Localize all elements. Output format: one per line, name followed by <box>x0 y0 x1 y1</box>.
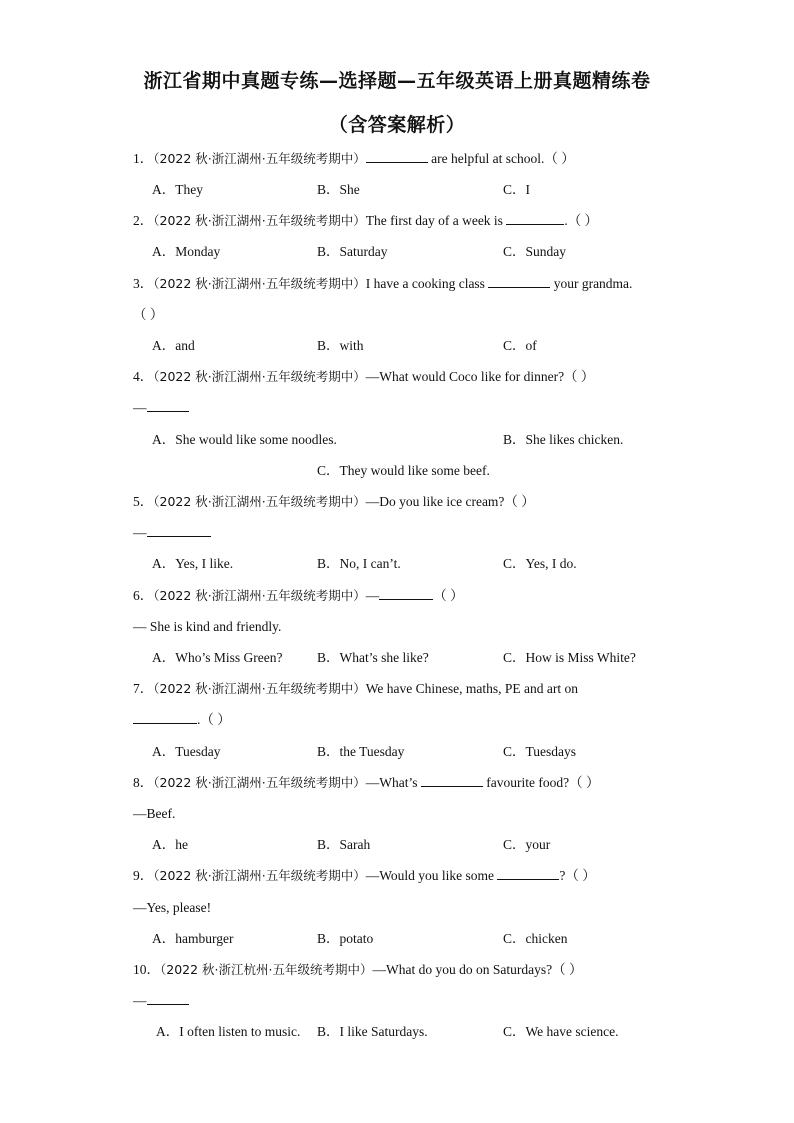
question-text: are helpful at school.（ ） <box>427 151 575 166</box>
question-text: ?（ ） <box>559 868 596 883</box>
question-source: （2022 秋·浙江湖州·五年级统考期中） <box>153 213 366 228</box>
option-b[interactable]: B．potato <box>317 931 374 946</box>
dash: — <box>133 400 147 415</box>
option-c[interactable]: C．Tuesdays <box>503 744 577 759</box>
question-text: （ ） <box>433 588 464 603</box>
question-1 <box>133 150 575 168</box>
question-text: favourite food?（ ） <box>482 775 600 790</box>
question-text: The first day of a week is <box>365 213 507 228</box>
answer-blank[interactable] <box>147 992 189 1005</box>
answer-blank[interactable] <box>497 867 559 880</box>
question-source: （2022 秋·浙江湖州·五年级统考期中） <box>153 868 366 883</box>
answer-line <box>133 399 189 417</box>
question-10 <box>133 961 582 979</box>
question-source: （2022 秋·浙江湖州·五年级统考期中） <box>153 369 366 384</box>
question-6-reply: — She is kind and friendly. <box>133 619 282 634</box>
question-4 <box>133 368 594 386</box>
question-text: — <box>365 588 380 603</box>
option-c[interactable]: C．I <box>503 182 530 197</box>
question-text: .（ ） <box>197 712 231 727</box>
answer-line <box>133 711 231 729</box>
option-a[interactable]: A．She would like some noodles. <box>152 432 337 447</box>
answer-blank[interactable] <box>133 711 197 724</box>
option-c[interactable]: C．your <box>503 837 551 852</box>
answer-line <box>133 524 211 542</box>
question-8 <box>133 774 599 792</box>
question-text: —What do you do on Saturdays?（ ） <box>372 962 583 977</box>
option-b[interactable]: B．I like Saturdays. <box>317 1024 428 1039</box>
option-a[interactable]: A．They <box>152 182 203 197</box>
answer-blank[interactable] <box>366 150 428 163</box>
question-number: 2． <box>133 213 154 228</box>
option-b[interactable]: B．Saturday <box>317 244 388 259</box>
question-text: —Do you like ice cream?（ ） <box>365 494 535 509</box>
question-6 <box>133 587 464 605</box>
question-number: 6． <box>133 588 154 603</box>
question-source: （2022 秋·浙江杭州·五年级统考期中） <box>160 962 373 977</box>
question-9 <box>133 867 596 885</box>
answer-blank[interactable] <box>488 275 550 288</box>
answer-blank[interactable] <box>147 524 211 537</box>
option-b[interactable]: B．Sarah <box>317 837 371 852</box>
question-text: —What would Coco like for dinner?（ ） <box>365 369 595 384</box>
question-text: your grandma. <box>550 276 633 291</box>
option-b[interactable]: B．She <box>317 182 360 197</box>
page-title: 浙江省期中真题专练—选择题—五年级英语上册真题精练卷 <box>143 70 651 92</box>
question-source: （2022 秋·浙江湖州·五年级统考期中） <box>153 681 366 696</box>
answer-blank[interactable] <box>147 399 189 412</box>
option-c[interactable]: C．We have science. <box>503 1024 619 1039</box>
option-c[interactable]: C．How is Miss White? <box>503 650 636 665</box>
question-3-continued: （ ） <box>133 307 164 322</box>
question-source: （2022 秋·浙江湖州·五年级统考期中） <box>153 276 366 291</box>
question-text: I have a cooking class <box>365 276 489 291</box>
question-number: 10． <box>133 962 160 977</box>
question-8-reply: —Beef. <box>133 806 176 821</box>
question-number: 8． <box>133 775 154 790</box>
question-source: （2022 秋·浙江湖州·五年级统考期中） <box>153 588 366 603</box>
option-a[interactable]: A．I often listen to music. <box>156 1024 301 1039</box>
option-a[interactable]: A．hamburger <box>152 931 234 946</box>
question-source: （2022 秋·浙江湖州·五年级统考期中） <box>153 775 366 790</box>
question-number: 3． <box>133 276 154 291</box>
question-number: 7． <box>133 681 154 696</box>
question-source: （2022 秋·浙江湖州·五年级统考期中） <box>153 494 366 509</box>
question-text: —What’s <box>365 775 421 790</box>
question-text: We have Chinese, maths, PE and art on <box>365 681 578 696</box>
option-b[interactable]: B．the Tuesday <box>317 744 405 759</box>
page-subtitle: （含答案解析） <box>328 114 466 136</box>
question-9-reply: —Yes, please! <box>133 900 212 915</box>
answer-line <box>133 992 189 1010</box>
option-b[interactable]: B．No, I can’t. <box>317 556 401 571</box>
option-c[interactable]: C．Sunday <box>503 244 567 259</box>
option-b[interactable]: B．What’s she like? <box>317 650 429 665</box>
question-number: 4． <box>133 369 154 384</box>
option-c[interactable]: C．chicken <box>503 931 568 946</box>
option-a[interactable]: A．Monday <box>152 244 221 259</box>
option-b[interactable]: B．She likes chicken. <box>503 432 624 447</box>
option-b[interactable]: B．with <box>317 338 364 353</box>
option-a[interactable]: A．Yes, I like. <box>152 556 234 571</box>
dash: — <box>133 993 147 1008</box>
option-a[interactable]: A．Who’s Miss Green? <box>152 650 283 665</box>
option-a[interactable]: A．and <box>152 338 195 353</box>
question-2 <box>133 212 598 230</box>
dash: — <box>133 525 147 540</box>
option-a[interactable]: A．Tuesday <box>152 744 221 759</box>
option-a[interactable]: A．he <box>152 837 188 852</box>
question-5 <box>133 493 535 511</box>
answer-blank[interactable] <box>379 587 433 600</box>
question-3 <box>133 275 632 293</box>
option-c[interactable]: C．They would like some beef. <box>317 463 490 478</box>
question-number: 5． <box>133 494 154 509</box>
question-text: —Would you like some <box>365 868 498 883</box>
answer-blank[interactable] <box>421 774 483 787</box>
question-text: .（ ） <box>564 213 599 228</box>
question-source: （2022 秋·浙江湖州·五年级统考期中） <box>153 151 366 166</box>
option-c[interactable]: C．Yes, I do. <box>503 556 577 571</box>
question-number: 1． <box>133 151 154 166</box>
question-7 <box>133 680 578 698</box>
question-number: 9． <box>133 868 154 883</box>
answer-blank[interactable] <box>506 212 564 225</box>
option-c[interactable]: C．of <box>503 338 537 353</box>
